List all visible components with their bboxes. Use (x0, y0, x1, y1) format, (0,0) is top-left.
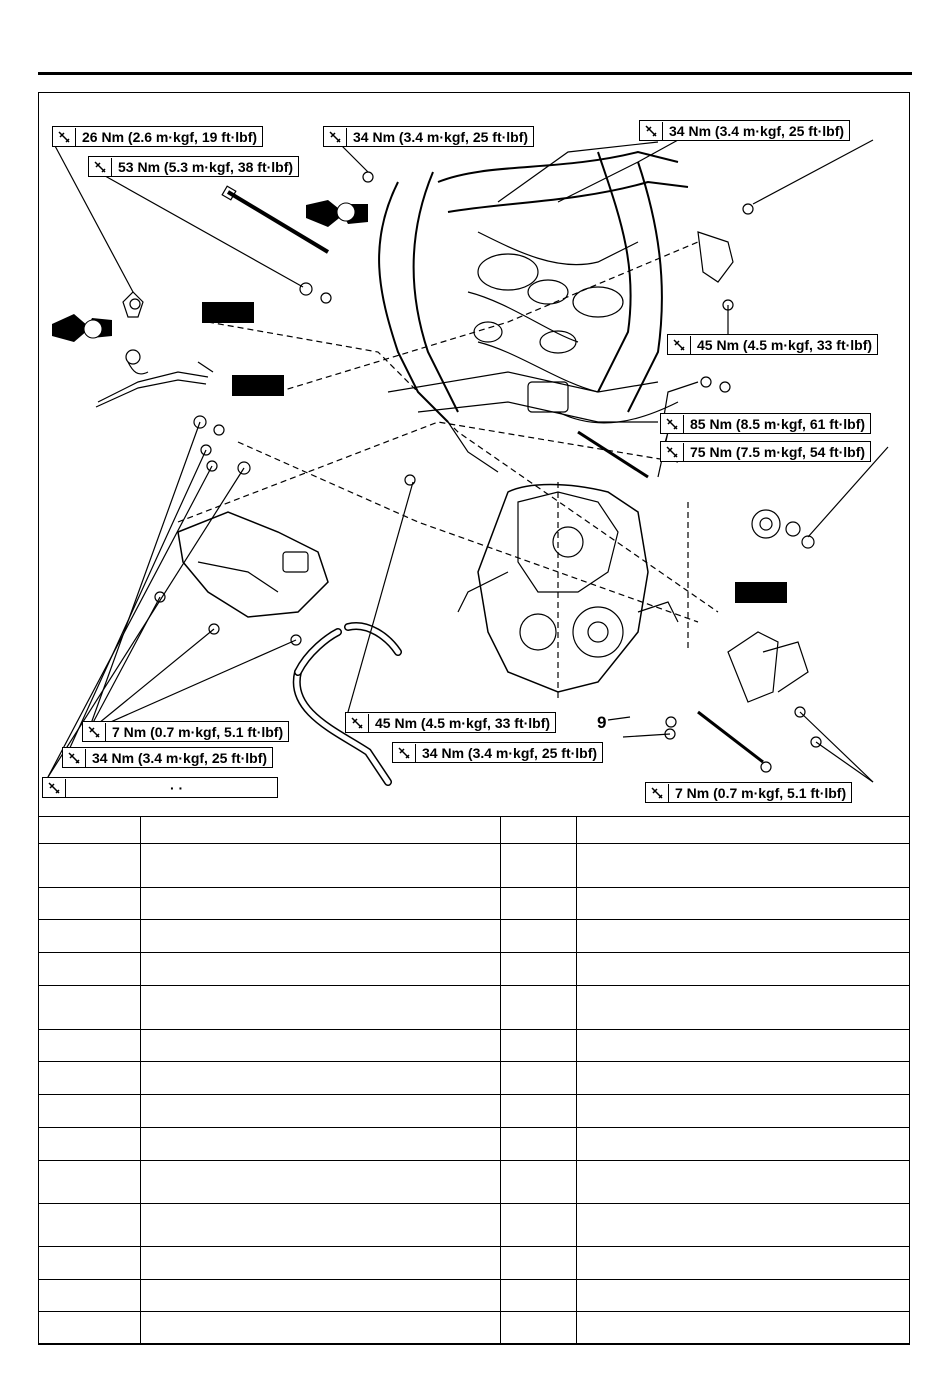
torque-value: 7 Nm (0.7 m·kgf, 5.1 ft·lbf) (675, 784, 847, 801)
table-cell (500, 920, 576, 953)
table-cell (140, 817, 500, 844)
torque-wrench-icon (393, 744, 416, 762)
table-cell (500, 953, 576, 986)
table-cell (500, 1161, 576, 1204)
table-cell (576, 953, 910, 986)
table-cell (576, 1095, 910, 1128)
table-cell (140, 1204, 500, 1247)
torque-value: · · (170, 779, 184, 796)
table-row (38, 1312, 910, 1345)
table-row (38, 1280, 910, 1312)
torque-label (62, 747, 273, 768)
table-cell (140, 888, 500, 920)
torque-label (52, 126, 263, 147)
table-cell (576, 888, 910, 920)
table-cell (140, 1062, 500, 1095)
torque-label (660, 413, 871, 434)
table-cell (576, 1204, 910, 1247)
table-cell (576, 920, 910, 953)
table-cell (500, 1095, 576, 1128)
table-row (38, 1128, 910, 1161)
part-number-label: 9 (597, 713, 607, 732)
table-cell (576, 1247, 910, 1280)
table-cell (38, 1128, 140, 1161)
table-cell (140, 953, 500, 986)
table-cell (576, 1128, 910, 1161)
torque-label (639, 120, 850, 141)
table-cell (140, 1247, 500, 1280)
table-row (38, 1204, 910, 1247)
table-cell (38, 817, 140, 844)
table-cell (576, 1030, 910, 1062)
table-row (38, 953, 910, 986)
table-cell (140, 1312, 500, 1345)
table-row (38, 1095, 910, 1128)
table-cell (38, 1204, 140, 1247)
table-cell (500, 1204, 576, 1247)
table-cell (500, 817, 576, 844)
torque-wrench-icon (53, 128, 76, 146)
table-cell (38, 1095, 140, 1128)
table-cell (38, 986, 140, 1030)
table-cell (500, 1062, 576, 1095)
table-header-row (38, 817, 910, 844)
torque-label (660, 441, 871, 462)
table-cell (500, 986, 576, 1030)
table-cell (140, 986, 500, 1030)
table-cell (500, 1128, 576, 1161)
header-rule (38, 72, 912, 75)
table-cell (500, 888, 576, 920)
torque-label (345, 712, 556, 733)
torque-wrench-icon (640, 122, 663, 140)
table-cell (576, 844, 910, 888)
table-cell (38, 1161, 140, 1204)
torque-value: 34 Nm (3.4 m·kgf, 25 ft·lbf) (92, 749, 268, 766)
torque-wrench-icon (324, 128, 347, 146)
table-row (38, 920, 910, 953)
table-cell (38, 1030, 140, 1062)
table-cell (576, 817, 910, 844)
table-cell (38, 1312, 140, 1345)
torque-wrench-icon (661, 443, 684, 461)
torque-value: 34 Nm (3.4 m·kgf, 25 ft·lbf) (422, 744, 598, 761)
table-cell (140, 1128, 500, 1161)
torque-label (88, 156, 299, 177)
table-cell (500, 844, 576, 888)
table-cell (38, 1062, 140, 1095)
torque-wrench-icon (89, 158, 112, 176)
table-cell (38, 1247, 140, 1280)
table-cell (140, 1161, 500, 1204)
table-row (38, 1247, 910, 1280)
table-cell (500, 1312, 576, 1345)
table-cell (576, 986, 910, 1030)
torque-value: 34 Nm (3.4 m·kgf, 25 ft·lbf) (669, 122, 845, 139)
torque-wrench-icon (43, 779, 66, 797)
table-cell (38, 888, 140, 920)
torque-label (645, 782, 852, 803)
table-cell (140, 844, 500, 888)
parts-list-table (38, 816, 910, 1345)
table-cell (500, 1280, 576, 1312)
table-row (38, 1062, 910, 1095)
torque-wrench-icon (83, 723, 106, 741)
torque-wrench-icon (661, 415, 684, 433)
torque-label (667, 334, 878, 355)
torque-value: 75 Nm (7.5 m·kgf, 54 ft·lbf) (690, 443, 866, 460)
table-cell (140, 1030, 500, 1062)
table-cell (140, 920, 500, 953)
torque-wrench-icon (668, 336, 691, 354)
table-cell (576, 1062, 910, 1095)
torque-value: 34 Nm (3.4 m·kgf, 25 ft·lbf) (353, 128, 529, 145)
torque-label (392, 742, 603, 763)
table-cell (500, 1030, 576, 1062)
table-cell (38, 953, 140, 986)
table-cell (500, 1247, 576, 1280)
torque-label (82, 721, 289, 742)
table-cell (38, 1280, 140, 1312)
table-cell (140, 1280, 500, 1312)
torque-value: 26 Nm (2.6 m·kgf, 19 ft·lbf) (82, 128, 258, 145)
torque-label (323, 126, 534, 147)
torque-value: 45 Nm (4.5 m·kgf, 33 ft·lbf) (375, 714, 551, 731)
table-row (38, 1030, 910, 1062)
marker-box (735, 582, 787, 603)
torque-wrench-icon (63, 749, 86, 767)
table-cell (576, 1312, 910, 1345)
torque-value: 53 Nm (5.3 m·kgf, 38 ft·lbf) (118, 158, 294, 175)
table-row (38, 986, 910, 1030)
torque-wrench-icon (646, 784, 669, 802)
table-cell (38, 844, 140, 888)
torque-value: 7 Nm (0.7 m·kgf, 5.1 ft·lbf) (112, 723, 284, 740)
marker-box (202, 302, 254, 323)
torque-value: 45 Nm (4.5 m·kgf, 33 ft·lbf) (697, 336, 873, 353)
table-cell (576, 1161, 910, 1204)
torque-wrench-icon (346, 714, 369, 732)
table-row (38, 1161, 910, 1204)
torque-value: 85 Nm (8.5 m·kgf, 61 ft·lbf) (690, 415, 866, 432)
table-cell (140, 1095, 500, 1128)
table-cell (38, 920, 140, 953)
torque-label-blank (42, 777, 278, 798)
table-row (38, 844, 910, 888)
table-cell (576, 1280, 910, 1312)
table-row (38, 888, 910, 920)
marker-box (232, 375, 284, 396)
